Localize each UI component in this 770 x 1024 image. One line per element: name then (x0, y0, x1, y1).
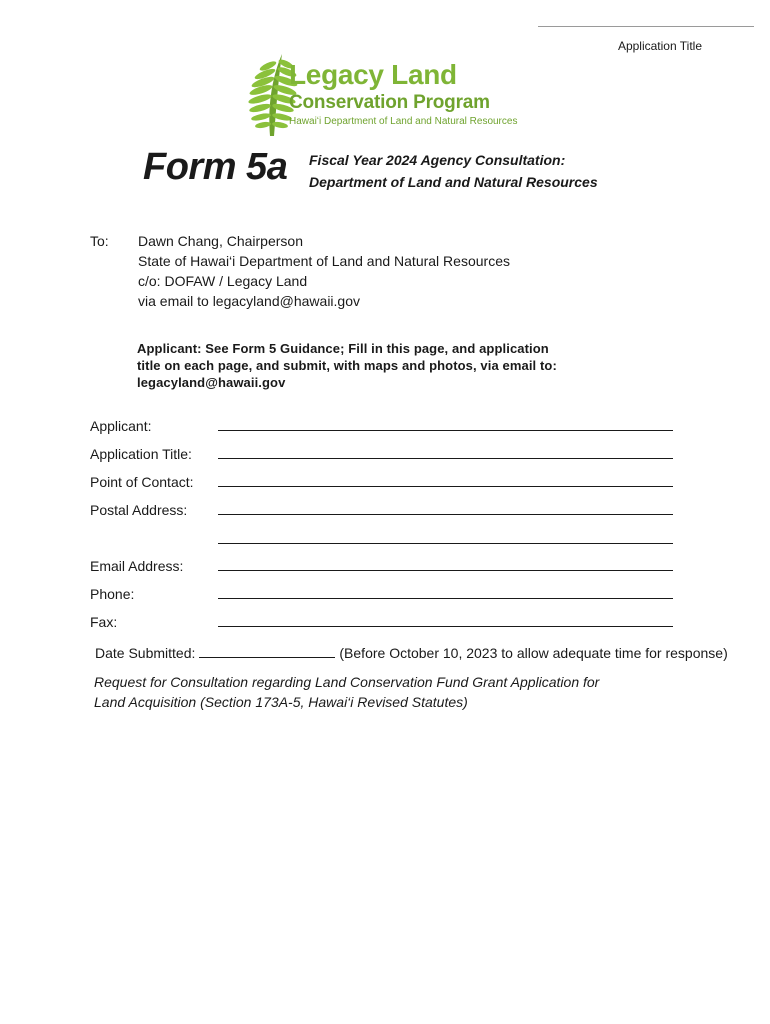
running-title: Application Title (617, 39, 702, 53)
instructions-line1: Applicant: See Form 5 Guidance; Fill in this page, and application (137, 341, 549, 356)
application-title-field[interactable] (218, 458, 673, 459)
date-submitted-note: (Before October 10, 2023 to allow adequate time for response) (339, 645, 728, 661)
point-of-contact-label: Point of Contact: (90, 474, 194, 490)
request-line2: Land Acquisition (Section 173A-5, Hawai‘i Revised Statutes) (94, 694, 468, 710)
logo-title: Legacy Land (289, 59, 457, 90)
application-title-label: Application Title: (90, 446, 192, 462)
logo-subtitle: Conservation Program (289, 92, 490, 113)
phone-field[interactable] (218, 598, 673, 599)
date-submitted-label: Date Submitted: (95, 645, 196, 661)
date-submitted-field[interactable] (199, 644, 335, 658)
point-of-contact-field[interactable] (218, 486, 673, 487)
instructions-line3: legacyland@hawaii.gov (137, 375, 286, 390)
to-label: To: (90, 233, 109, 249)
form-title (309, 149, 598, 193)
applicant-field[interactable] (218, 430, 673, 431)
postal-address-field-line2[interactable] (218, 543, 673, 544)
postal-address-field-line1[interactable] (218, 514, 673, 515)
addressee-name: Dawn Chang, Chairperson (138, 233, 303, 249)
email-address-field[interactable] (218, 570, 673, 571)
addressee-email: via email to legacyland@hawaii.gov (138, 293, 360, 309)
addressee-care-of: c/o: DOFAW / Legacy Land (138, 273, 308, 289)
postal-address-label: Postal Address: (90, 502, 188, 518)
fax-field[interactable] (218, 626, 673, 627)
instructions-line2: title on each page, and submit, with maps and photos, via email to: (137, 358, 557, 373)
addressee-agency: State of Hawai‘i Department of Land and Natural Resources (138, 253, 510, 269)
instructions (137, 340, 617, 391)
form-title-line1: Fiscal Year 2024 Agency Consultation: (309, 152, 566, 168)
request-line1: Request for Consultation regarding Land Conservation Fund Grant Application for (94, 674, 600, 690)
form-title-line2: Department of Land and Natural Resources (309, 174, 598, 190)
header-rule (538, 26, 754, 27)
form-number: Form 5a (143, 146, 288, 188)
email-address-label: Email Address: (90, 558, 184, 574)
logo-department: Hawaiʻi Department of Land and Natural Resources (289, 116, 518, 127)
fax-label: Fax: (90, 614, 118, 630)
consultation-request (94, 672, 654, 712)
date-submitted-row (95, 644, 728, 662)
phone-label: Phone: (90, 586, 135, 602)
applicant-label: Applicant: (90, 418, 152, 434)
addressee-block (138, 231, 510, 311)
